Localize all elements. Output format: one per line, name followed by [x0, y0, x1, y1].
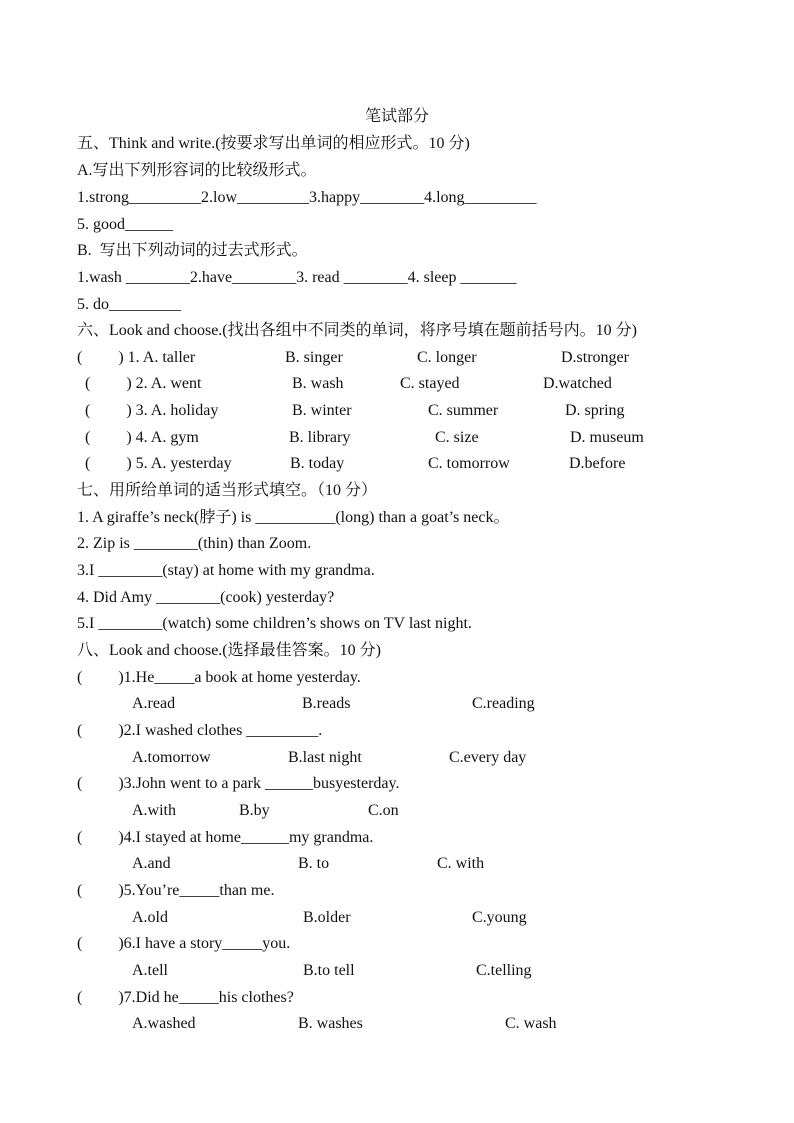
s8-option-c: C.on: [368, 802, 399, 819]
s6-option-c: C. summer: [428, 402, 499, 419]
section-8-heading: 八、Look and choose.(选择最佳答案。10 分): [77, 642, 381, 659]
section-5b-row-2: 5. do_________: [77, 296, 181, 313]
section-5b-row-1: 1.wash ________2.have________3. read ________4. sleep _______: [77, 269, 517, 286]
s8-option-a: A.with: [132, 802, 176, 819]
s8-stem: ( )4.I stayed at home______my grandma.: [77, 829, 374, 846]
s8-option-c: C.telling: [476, 962, 532, 979]
s8-option-b: B.by: [239, 802, 270, 819]
s6-option-b: B. singer: [285, 349, 343, 366]
section-7-heading: 七、用所给单词的适当形式填空。（10 分）: [77, 482, 378, 499]
s6-question: ( ) 4. A. gym: [85, 429, 199, 446]
s7-item: 4. Did Amy ________(cook) yesterday?: [77, 589, 335, 606]
section-5a-heading: A.写出下列形容词的比较级形式。: [77, 162, 317, 179]
s8-option-b: B.reads: [302, 695, 351, 712]
s8-option-c: C.every day: [449, 749, 527, 766]
s8-option-b: B. washes: [298, 1015, 363, 1032]
s8-option-b: B. to: [298, 855, 330, 872]
s8-option-b: B.last night: [288, 749, 362, 766]
s6-option-d: D.stronger: [561, 349, 629, 366]
s6-option-b: B. library: [289, 429, 351, 446]
section-5a-row-2: 5. good______: [77, 216, 173, 233]
section-5a-row-1: 1.strong_________2.low_________3.happy________4.long_________: [77, 189, 537, 206]
s8-option-a: A.old: [132, 909, 168, 926]
s7-item: 2. Zip is ________(thin) than Zoom.: [77, 535, 312, 552]
s6-option-c: C. size: [435, 429, 479, 446]
s6-option-c: C. stayed: [400, 375, 460, 392]
s8-option-c: C.young: [472, 909, 527, 926]
s8-option-b: B.older: [303, 909, 351, 926]
s6-question: ( ) 2. A. went: [85, 375, 202, 392]
s6-option-d: D. museum: [570, 429, 644, 446]
page-title: 笔试部分: [364, 108, 429, 125]
s8-option-a: A.washed: [132, 1015, 196, 1032]
s6-question: ( ) 1. A. taller: [77, 349, 196, 366]
section-5-heading: 五、Think and write.(按要求写出单词的相应形式。10 分): [77, 135, 470, 152]
s6-option-b: B. winter: [292, 402, 352, 419]
s8-option-b: B.to tell: [303, 962, 355, 979]
s6-option-c: C. tomorrow: [428, 455, 510, 472]
s6-question: ( ) 5. A. yesterday: [85, 455, 232, 472]
s6-option-d: D. spring: [565, 402, 625, 419]
s8-stem: ( )2.I washed clothes _________.: [77, 722, 323, 739]
s7-item: 1. A giraffe’s neck(脖子) is __________(long) than a goat’s neck。: [77, 509, 510, 526]
s8-stem: ( )7.Did he_____his clothes?: [77, 989, 294, 1006]
s8-stem: ( )3.John went to a park ______busyesterday.: [77, 775, 400, 792]
s8-option-a: A.tomorrow: [132, 749, 211, 766]
s7-item: 3.I ________(stay) at home with my grandma.: [77, 562, 375, 579]
s8-stem: ( )5.You’re_____than me.: [77, 882, 275, 899]
s8-option-c: C. wash: [505, 1015, 557, 1032]
section-5b-heading: B. 写出下列动词的过去式形式。: [77, 242, 308, 259]
s6-option-c: C. longer: [417, 349, 477, 366]
s6-option-d: D.before: [569, 455, 626, 472]
s8-option-a: A.read: [132, 695, 176, 712]
s8-option-a: A.tell: [132, 962, 168, 979]
s6-question: ( ) 3. A. holiday: [85, 402, 219, 419]
s7-item: 5.I ________(watch) some children’s shows on TV last night.: [77, 615, 472, 632]
s6-option-b: B. today: [290, 455, 345, 472]
s8-option-c: C. with: [437, 855, 485, 872]
s8-stem: ( )1.He_____a book at home yesterday.: [77, 669, 361, 686]
section-6-heading: 六、Look and choose.(找出各组中不同类的单词，将序号填在题前括号内。10 分): [77, 322, 637, 339]
s6-option-b: B. wash: [292, 375, 344, 392]
s6-option-d: D.watched: [543, 375, 612, 392]
s8-stem: ( )6.I have a story_____you.: [77, 935, 291, 952]
s8-option-a: A.and: [132, 855, 171, 872]
s8-option-c: C.reading: [472, 695, 535, 712]
